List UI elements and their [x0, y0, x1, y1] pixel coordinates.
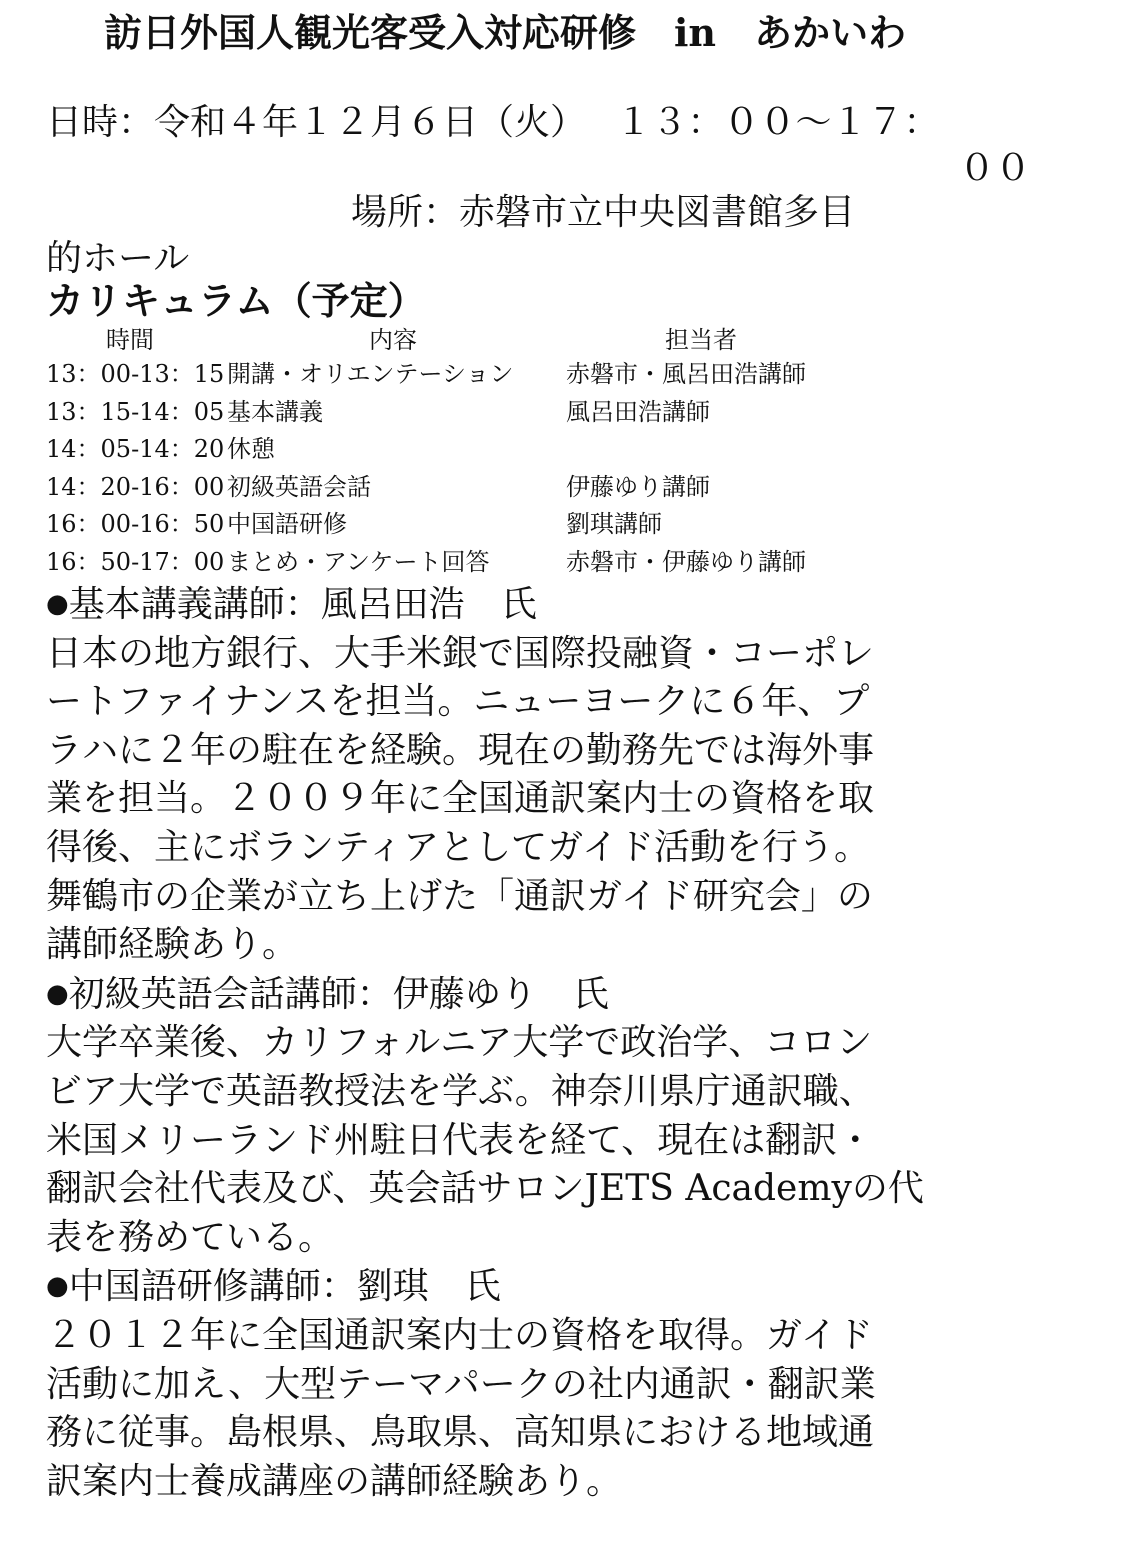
schedule-time: 13：15-14：05	[46, 397, 225, 426]
venue-text-continued: 的ホール	[46, 238, 190, 279]
schedule-row	[46, 394, 1026, 432]
instructor-bio-line: 務に従事。島根県、鳥取県、高知県における地域通	[46, 1412, 875, 1454]
instructor-section	[46, 580, 1036, 970]
schedule-person: 赤磐市・伊藤ゆり講師	[566, 547, 806, 576]
schedule-content: 初級英語会話	[227, 472, 371, 501]
schedule-content: 休憩	[227, 435, 275, 463]
schedule-content: 基本講義	[227, 397, 323, 426]
schedule-content: まとめ・アンケート回答	[227, 547, 490, 576]
curriculum-header-row	[46, 324, 1026, 356]
instructor-bio-line: ２０１２年に全国通訳案内士の資格を取得。ガイド	[46, 1314, 873, 1356]
instructor-bio-line: 業を担当。２００９年に全国通訳案内士の資格を取	[46, 778, 875, 820]
instructor-bio-line: ラハに２年の駐在を経験。現在の勤務先では海外事	[46, 729, 875, 771]
header-time: 時間	[106, 326, 154, 354]
instructor-bio-line: ートファイナンスを担当。ニューヨークに６年、プ	[46, 681, 870, 723]
instructor-bio-line: 米国メリーランド州駐日代表を経て、現在は翻訳・	[46, 1119, 874, 1161]
venue-text: 場所：赤磐市立中央図書館多目	[351, 192, 856, 233]
header-content: 内容	[369, 326, 417, 354]
schedule-row	[46, 544, 1026, 582]
instructor-bio-line: 講師経験あり。	[46, 924, 299, 966]
event-datetime	[46, 100, 1031, 192]
event-venue	[46, 190, 1031, 282]
curriculum-rows	[46, 356, 1026, 581]
instructor-heading	[46, 970, 1036, 1020]
instructor-heading	[46, 580, 1036, 630]
instructor-bio-line: 表を務めている。	[46, 1216, 335, 1258]
curriculum-table	[46, 324, 1026, 581]
instructor-bio-line: 活動に加え、大型テーマパークの社内通訳・翻訳業	[46, 1363, 876, 1405]
instructor-bio-line: 大学卒業後、カリフォルニア大学で政治学、コロン	[46, 1022, 873, 1064]
schedule-time: 13：00-13：15	[46, 360, 225, 388]
datetime-text: 日時：令和４年１２月６日（火） １３：００～１７：	[46, 102, 940, 143]
instructor-bios	[46, 580, 1036, 1506]
schedule-row	[46, 431, 1026, 469]
instructor-bio-line: 訳案内士養成講座の講師経験あり。	[46, 1460, 623, 1502]
bullet-icon: ●	[46, 978, 69, 1009]
instructor-heading-text: 基本講義講師：風呂田浩 氏	[68, 584, 537, 625]
curriculum-title: カリキュラム（予定）	[46, 278, 426, 323]
instructor-bio-line: 得後、主にボランティアとしてガイド活動を行う。	[46, 826, 871, 868]
bullet-icon: ●	[46, 589, 69, 619]
schedule-person: 赤磐市・風呂田浩講師	[566, 360, 806, 388]
instructor-heading	[46, 1262, 1036, 1312]
schedule-time: 16：00-16：50	[46, 510, 225, 538]
schedule-person: 伊藤ゆり講師	[566, 472, 710, 501]
page-title: 訪日外国人観光客受入対応研修 in あかいわ	[104, 10, 907, 55]
instructor-heading-text: 中国語研修講師：劉琪 氏	[68, 1266, 501, 1308]
instructor-bio-line: ビア大学で英語教授法を学ぶ。神奈川県庁通訳職、	[46, 1070, 875, 1112]
instructor-bio-line: 日本の地方銀行、大手米銀で国際投融資・コーポレ	[46, 632, 875, 674]
schedule-content: 開講・オリエンテーション	[227, 360, 514, 388]
schedule-time: 14：20-16：00	[46, 472, 225, 501]
instructor-heading-text: 初級英語会話講師：伊藤ゆり 氏	[68, 973, 609, 1015]
schedule-content: 中国語研修	[227, 510, 347, 538]
header-person: 担当者	[665, 326, 737, 354]
schedule-time: 16：50-17：00	[46, 547, 225, 576]
schedule-row	[46, 356, 1026, 394]
schedule-row	[46, 506, 1026, 544]
schedule-row	[46, 469, 1026, 507]
schedule-person: 劉琪講師	[566, 510, 662, 538]
schedule-person: 風呂田浩講師	[566, 397, 710, 426]
datetime-text-continued: ００	[958, 148, 1031, 189]
instructor-bio-line: 舞鶴市の企業が立ち上げた「通訳ガイド研究会」の	[46, 875, 873, 917]
schedule-time: 14：05-14：20	[46, 435, 225, 463]
instructor-section	[46, 1262, 1036, 1506]
instructor-section	[46, 970, 1036, 1263]
bullet-icon: ●	[46, 1271, 69, 1302]
instructor-bio-line: 翻訳会社代表及び、英会話サロンJETS Academyの代	[46, 1168, 924, 1210]
